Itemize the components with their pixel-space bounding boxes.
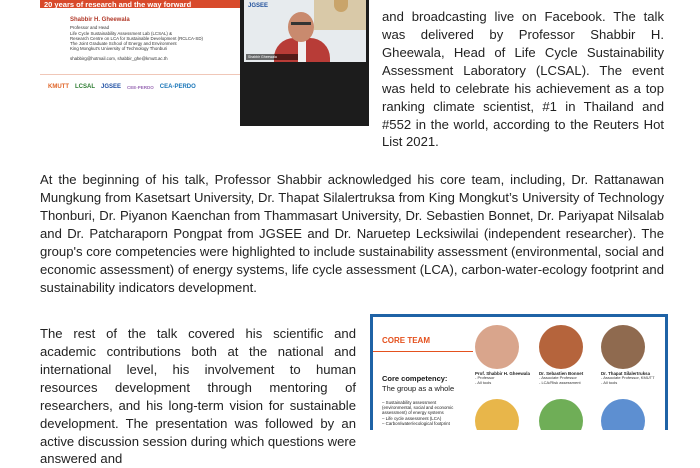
speaker-glasses — [291, 22, 311, 25]
webinar-screenshot — [40, 0, 369, 126]
slide-line: Life Cycle Sustainability Assessment Lab (LCSAL) & — [70, 31, 173, 36]
slide-line: King Mongkut's University of Technology Thonburi — [70, 46, 168, 51]
slide-speaker-name: Shabbir H. Gheewala — [70, 17, 130, 23]
lcsal-logo: LCSAL — [75, 84, 95, 90]
member-photo — [601, 399, 645, 430]
member-role: - Associate Professor — [539, 375, 577, 380]
core-team-slide — [370, 314, 668, 430]
video-caption: Shabbir Gheewala — [246, 54, 298, 60]
member-photo — [475, 325, 519, 369]
member-role: - Associate Professor, KMUTT — [601, 375, 655, 380]
core-competency-label: Core competency: — [382, 374, 448, 383]
team-member-gheewala — [475, 325, 530, 386]
slide-title: 20 years of research and the way forward — [44, 0, 192, 9]
team-member-silalertruksa — [601, 325, 655, 386]
member-role: - All tools — [475, 379, 492, 385]
slide-line: The Joint Graduate School of Energy and Environment — [70, 41, 177, 46]
competency-item: (environmental, social and economic — [382, 405, 454, 411]
member-photo — [601, 325, 645, 369]
title-underline — [373, 351, 473, 352]
contributions-paragraph: The rest of the talk covered his scientific and academic contributions both at the national and international level, his involvement to human resources development through mentoring of researchers, and his long-term vision for sustainable development. The presentation was followed by an active discussion session during which questions were answered and — [40, 326, 356, 467]
jgsee-logo: JGSEE — [101, 84, 122, 90]
core-team-title: CORE TEAM — [382, 336, 430, 345]
competency-item: – Sustainability assessment — [382, 400, 437, 405]
member-photo — [539, 399, 583, 430]
member-role: - Professor — [475, 375, 495, 380]
competency-item: – Life cycle assessment (LCA) — [382, 415, 442, 421]
member-role: - LCA/Risk assessment — [539, 379, 581, 385]
slide-email: shabbirg@hotmail.com, shabbir_ghe@kmutt.ac.th — [70, 56, 168, 61]
speaker-head — [288, 12, 314, 42]
video-jgsee-logo: JGSEE — [248, 3, 269, 9]
presentation-slide — [40, 0, 240, 126]
member-photo — [539, 325, 583, 369]
team-member-bonnet — [539, 325, 583, 386]
slide-line: Professor and Head — [70, 25, 110, 30]
slide-logo-row — [48, 78, 238, 96]
slide-divider — [40, 74, 240, 75]
team-member-photo-row2 — [601, 399, 645, 430]
competency-item: assessment) of energy systems — [382, 410, 444, 416]
core-competency-subtitle: The group as a whole — [382, 384, 455, 393]
member-name: Dr. Thapat Silalertruksa — [601, 371, 651, 376]
cea-perdo-logo: CEA-PERDO — [159, 84, 196, 90]
kmutt-logo: KMUTT — [48, 84, 69, 90]
intro-paragraph: and broadcasting live on Facebook. The talk was delivered by Professor Shabbir H. Gheewala, Head of Life Cycle Sustainability Assessment Laboratory (LCSAL). The event was held to celebrate his achievement as a top ranking climate scientist, #1 in Thailand and #552 in the world, according to the Reuters Hot List 2021. — [382, 9, 664, 150]
cee-perdo-logo: CEE-PERDO — [127, 84, 154, 90]
core-team-paragraph: At the beginning of his talk, Professor Shabbir acknowledged his core team, including, Dr. Rattanawan Mungkung from Kasetsart University, Dr. Thapat Silalertruksa from King Mongkut’s University of Technology Thonburi, Dr. Piyanon Kaenchan from Thammasart University, Dr. Sebastien Bonnet, Dr. Pariyapat Nilsalab and Dr. Patcharaporn Pongpat from JGSEE and Dr. Naruetep Lecksiwilai (independent researcher). The group's core competencies were highlighted to include sustainability assessment (environmental, social and economic assessment) of energy systems, life cycle assessment (LCA), carbon-water-ecology footprint and sustainability indicators development. — [40, 172, 664, 295]
slide-line: Research Centre on LCA for Sustainable Development (RCLCA-SD) — [70, 36, 203, 41]
team-member-photo-row2 — [539, 399, 583, 430]
member-photo — [475, 399, 519, 430]
member-name: Prof. Shabbir H. Gheewala — [475, 371, 530, 376]
competency-item: – Carbon/water/ecological footprint — [382, 420, 450, 426]
speaker-video — [244, 0, 366, 62]
member-name: Dr. Sebastien Bonnet — [539, 371, 584, 376]
competency-list — [382, 400, 482, 426]
team-member-photo-row2 — [475, 399, 519, 430]
member-role: - All tools — [601, 379, 618, 385]
speaker-shirt — [298, 40, 306, 62]
